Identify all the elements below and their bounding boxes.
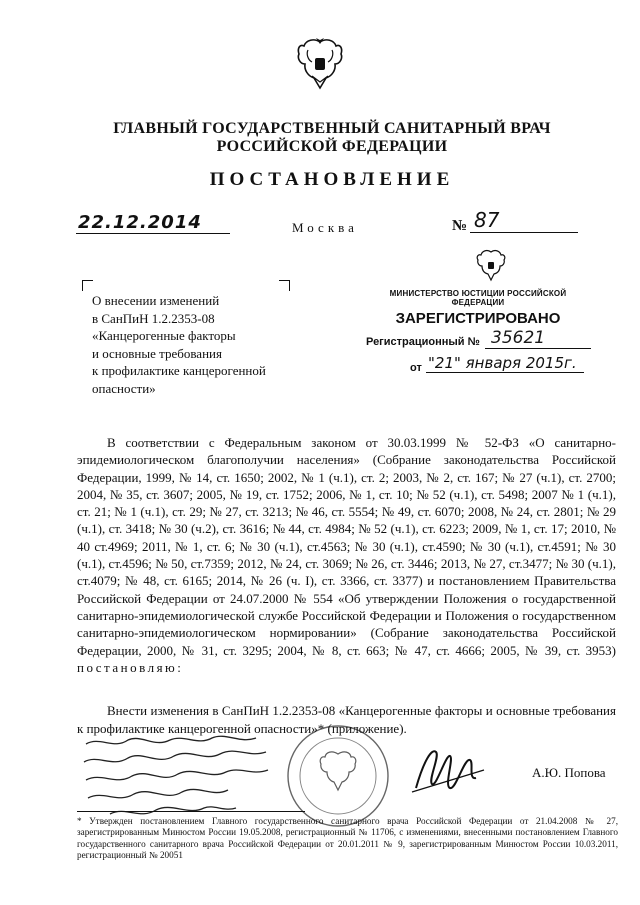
handwritten-signature <box>410 740 490 800</box>
subject-line: опасности» <box>92 380 156 396</box>
stamp-date-label: от <box>410 362 422 374</box>
signer-name: А.Ю. Попова <box>532 765 606 780</box>
resolve-word: постановляю: <box>77 659 184 675</box>
subject-line: и основные требования <box>92 345 222 361</box>
stamp-emblem-icon <box>476 248 506 282</box>
document-city: Москва <box>292 220 358 235</box>
footnote <box>77 816 618 862</box>
authority-title: ГЛАВНЫЙ ГОСУДАРСТВЕННЫЙ САНИТАРНЫЙ ВРАЧ <box>113 120 551 137</box>
stamp-number-label: Регистрационный № <box>366 336 480 348</box>
document-subject <box>92 292 292 397</box>
subject-line: к профилактике канцерогенной <box>92 363 266 378</box>
document-number-label: № <box>452 218 468 234</box>
document-type: ПОСТАНОВЛЕНИЕ <box>209 169 455 190</box>
document-date: 22.12.2014 <box>76 212 230 234</box>
stamp-number: 35621 <box>485 328 591 349</box>
footnote-divider <box>77 811 305 812</box>
handwritten-note <box>80 732 280 822</box>
authority-subtitle: РОССИЙСКОЙ ФЕДЕРАЦИИ <box>216 138 448 155</box>
subject-line: О внесении изменений <box>92 293 220 308</box>
subject-bracket-right <box>279 280 290 291</box>
stamp-status: ЗАРЕГИСТРИРОВАНО <box>395 310 561 327</box>
footnote-text: * Утвержден постановлением Главного государственного санитарного врача Российской Федерации от 21.04.2008 № 27, зарегистрированным Минюстом России 19.05.2008, регистрационный № 11706, с изменениями, внесенными постановлением Главного государственного санитарного врача Российской Федерации от 20.01.2011 № 9, зарегистрированным Минюстом России 10.03.2011, регистрационный № 20051 <box>77 816 618 861</box>
document-body <box>77 434 616 676</box>
stamp-ministry: МИНИСТЕРСТВО ЮСТИЦИИ РОССИЙСКОЙ ФЕДЕРАЦИИ <box>389 289 567 307</box>
subject-line: «Канцерогенные факторы <box>92 328 236 343</box>
preamble-text: В соответствии с Федеральным законом от 30.03.1999 № 52-ФЗ «О санитарно-эпидемиологическом благополучии населения» (Собрание законодательства Российской Федерации, 1999, № 14, ст. 1650; 2002, № 1 (ч.1), ст. 2; 2003, № 2, ст. 167; № 27 (ч.1), ст. 2700; 2004, № 35, ст. 3607; 2005, № 19, ст. 1752; 2006, № 1, ст. 10; № 52 (ч.1), ст. 5498; 2007 № 1 (ч.1), ст. 21; № 1 (ч.1), ст. 29; № 27, ст. 3213; № 46, ст. 5554; № 49, ст. 6070; 2008, № 24, ст. 2801; № 29 (ч.1), ст. 3418; № 30 (ч.2), ст. 3616; № 44, ст. 4984; № 52 (ч.1), ст. 6223; 2009, № 1, ст. 17; 2010, № 40 ст.4969; 2011, № 1, ст. 6; № 30 (ч.1), ст.4563; № 30 (ч.1), ст.4590; № 30 (ч.1), ст.4591; № 30 (ч.1), ст.4596; № 50, ст.7359; 2012, № 24, ст. 3069; № 26, ст. 3446; 2013, № 27, ст.3477; № 30 (ч.1), ст.4079; № 48, ст. 6165; 2014, № 26 (ч. I), ст. 3366, ст. 3377) и постановлением Правительства Российской Федерации от 24.07.2000 № 554 «Об утверждении Положения о государственной санитарно-эпидемиологической службе Российской Федерации и Положения о государственном санитарно-эпидемиологическом нормировании» (Собрание законодательства Российской Федерации, 2000, № 31, ст. 3295; 2004, № 8, ст. 663; № 47, ст. 4666; 2005, № 39, ст. 3953) <box>77 435 616 658</box>
subject-bracket-left <box>82 280 93 291</box>
subject-line: в СанПиН 1.2.2353-08 <box>92 310 215 326</box>
stamp-date: "21" января 2015г. <box>426 354 584 373</box>
coat-of-arms-emblem <box>296 36 344 92</box>
resolution-item: Внести изменения в СанПиН 1.2.2353-08 «Канцерогенные факторы и основные требования к профилактике канцерогенной опасности»* (приложение). <box>77 703 616 736</box>
document-number: 87 <box>470 208 578 233</box>
